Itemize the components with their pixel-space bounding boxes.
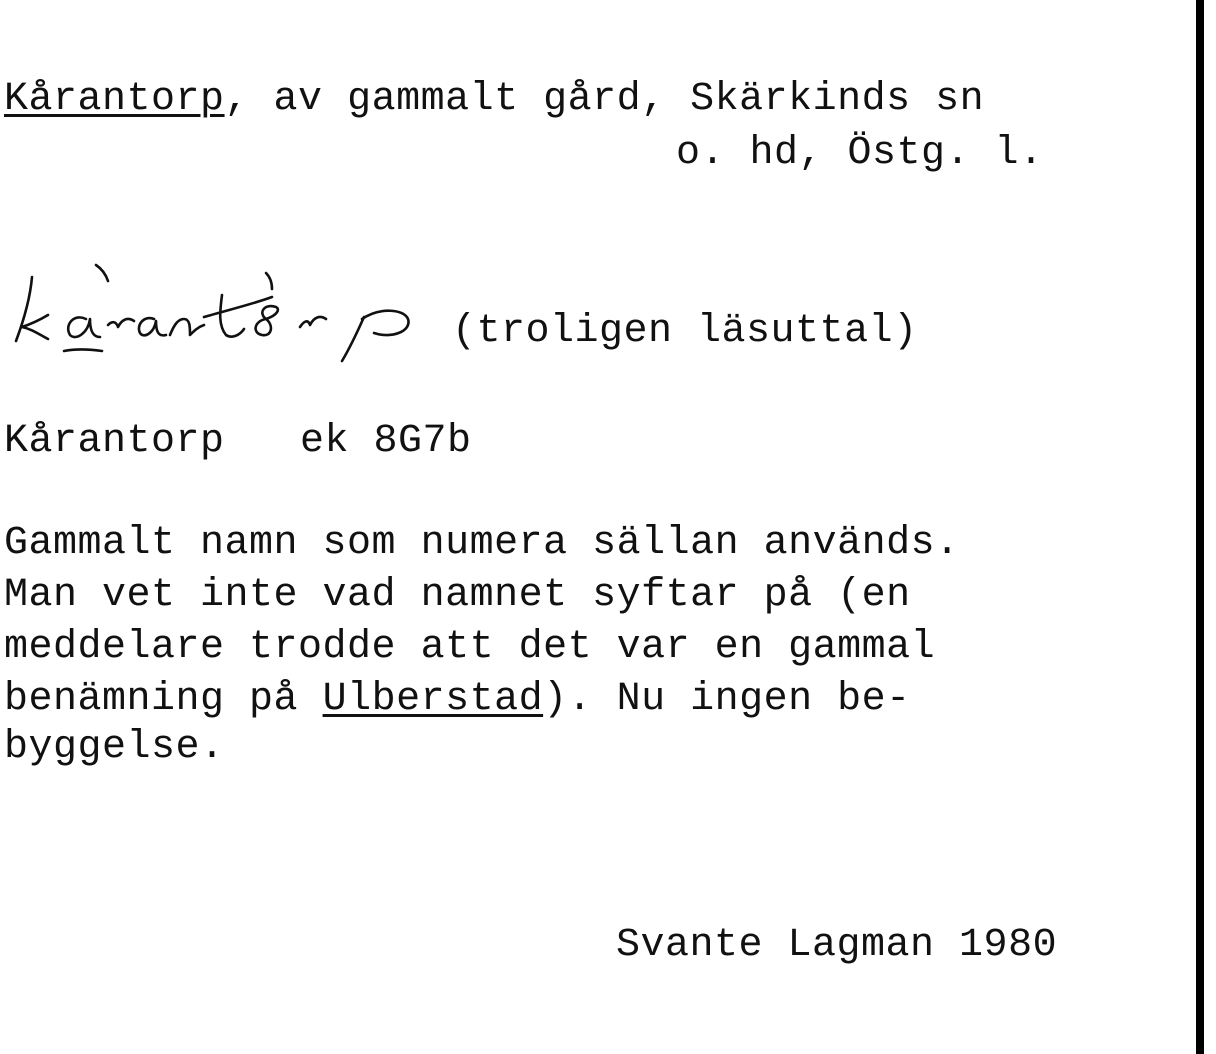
body-line-3: meddelare trodde att det var en gammal	[4, 625, 936, 670]
pronunciation-note: (troligen läsuttal)	[452, 309, 918, 354]
place-name-heading: Kårantorp	[4, 77, 225, 122]
signature: Svante Lagman 1980	[616, 923, 1058, 968]
map-ref-code: ek 8G7b	[300, 419, 472, 464]
header-line-2: o. hd, Östg. l.	[676, 131, 1044, 176]
header-description: , av gammalt gård, Skärkinds sn	[224, 77, 985, 122]
map-ref-name: Kårantorp	[4, 419, 225, 464]
body-line-2: Man vet inte vad namnet syftar på (en	[4, 573, 911, 618]
body-line-1: Gammalt namn som numera sällan används.	[4, 521, 960, 566]
reference-ulberstad: Ulberstad	[322, 677, 544, 722]
card-edge-border	[1196, 0, 1204, 1054]
body-line-5: byggelse.	[4, 725, 225, 770]
body-line-4-end: ). Nu ingen be-	[543, 677, 911, 722]
handwritten-pronunciation	[4, 255, 434, 365]
body-line-4	[4, 676, 911, 724]
body-line-4-start: benämning på	[4, 677, 323, 722]
header-line-1	[4, 76, 984, 124]
